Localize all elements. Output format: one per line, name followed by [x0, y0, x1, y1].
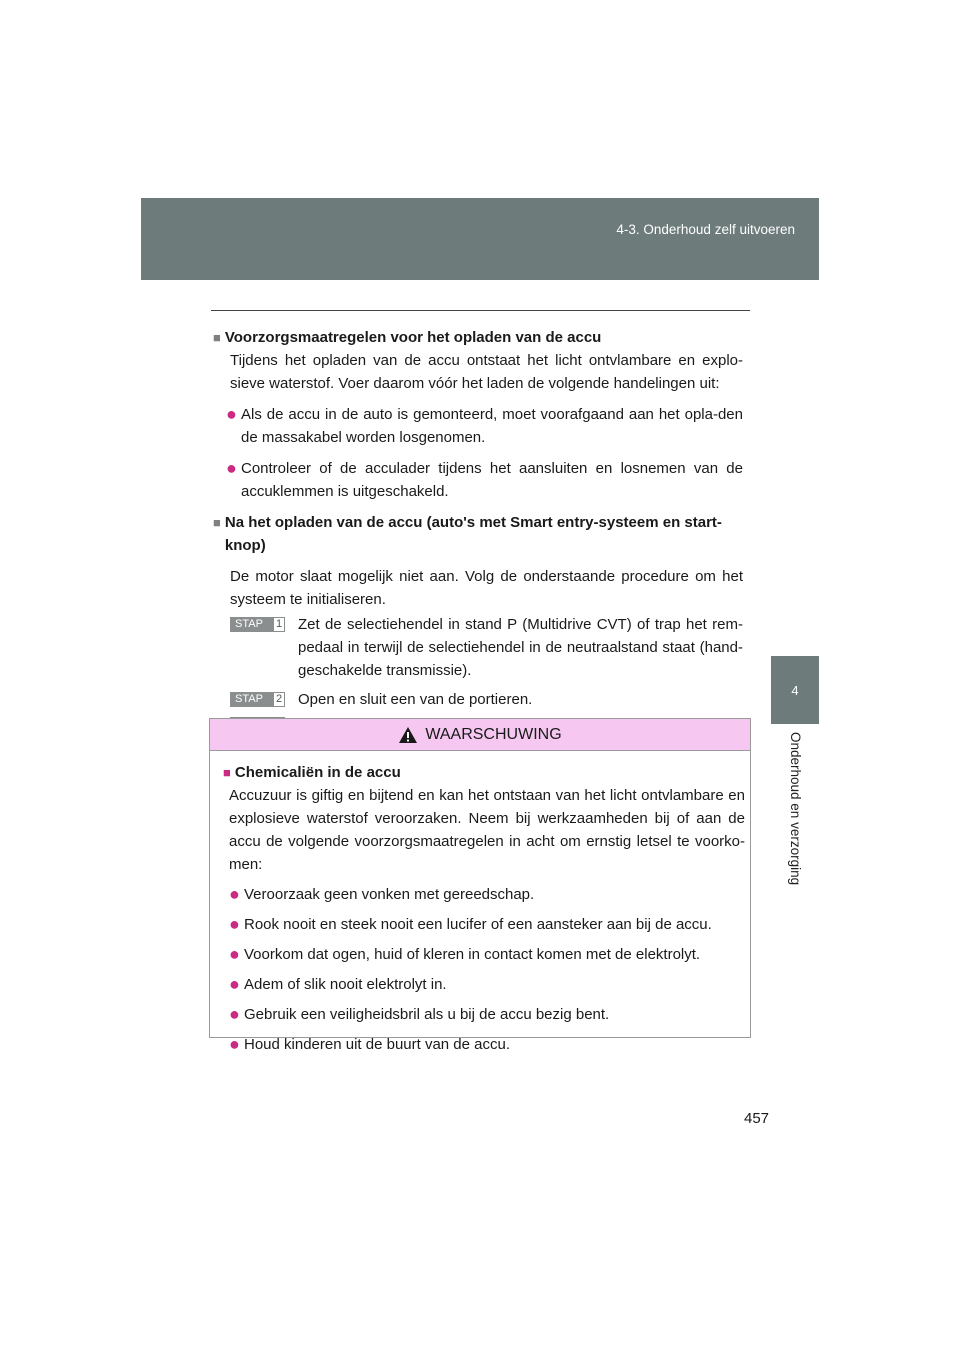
circle-bullet-icon: ●: [229, 974, 240, 994]
warning-box: [209, 718, 751, 1054]
circle-bullet-icon: ●: [229, 944, 240, 964]
circle-bullet-icon: ●: [229, 914, 240, 934]
list-item-text: Voorkom dat ogen, huid of kleren in contact komen met de elektrolyt.: [244, 946, 701, 963]
list-item: [229, 943, 745, 966]
step-text: Open en sluit een van de portieren.: [298, 691, 533, 708]
list-item-text: Houd kinderen uit de buurt van de accu.: [244, 1036, 511, 1053]
list-item-text: Rook nooit en steek nooit een lucifer of een aansteker aan bij de accu.: [244, 916, 712, 933]
header-band: [141, 198, 819, 280]
step-badge-number: 1: [273, 617, 285, 632]
list-item: [213, 403, 743, 449]
main-content: [213, 326, 743, 736]
warning-triangle-icon: [398, 726, 418, 744]
section2-intro: De motor slaat mogelijk niet aan. Volg de onderstaande procedure om het systeem te initialiseren.: [230, 568, 743, 608]
page-number: 457: [744, 1110, 770, 1127]
section1-title-text: Voorzorgsmaatregelen voor het opladen van de accu: [224, 329, 602, 346]
section1-intro: Tijdens het opladen van de accu ontstaat het licht ontvlambare en explo-sieve waterstof. Voer daarom vóór het laden de volgende handelingen uit:: [230, 352, 743, 392]
step-item: [230, 613, 743, 682]
step-badge-number: 2: [273, 692, 285, 707]
warning-intro: Accuzuur is giftig en bijtend en kan het ontstaan van het licht ontvlambare en explosieve waterstof veroorzaken. Neem bij werkzaamheden bij of aan de accu de volgende voorzorgsmaatregelen in acht om ernstig letsel te voorko-men:: [229, 787, 745, 873]
square-bullet-icon: ■: [223, 765, 231, 780]
step-badge-label: STAP: [230, 692, 273, 707]
list-item: [229, 913, 745, 936]
chapter-number: 4: [791, 682, 799, 698]
square-bullet-icon: ■: [213, 330, 221, 345]
warning-header: [210, 719, 750, 751]
circle-bullet-icon: ●: [229, 1034, 240, 1054]
list-item: [229, 1033, 745, 1056]
step-item: [230, 688, 743, 711]
section2-title: [213, 511, 743, 557]
warning-list: [223, 883, 745, 1056]
section2-title-text: Na het opladen van de accu (auto's met Smart entry-systeem en start-knop): [224, 514, 722, 554]
square-bullet-icon: ■: [213, 515, 221, 530]
top-divider: [211, 310, 750, 311]
warning-title: [223, 761, 745, 784]
step-badge: [230, 692, 285, 707]
list-item-text: Veroorzaak geen vonken met gereedschap.: [244, 886, 535, 903]
chapter-tab: [771, 656, 819, 724]
section-heading: 4-3. Onderhoud zelf uitvoeren: [616, 222, 795, 237]
circle-bullet-icon: ●: [226, 458, 237, 478]
section1-title: [213, 326, 743, 349]
list-item: [229, 1003, 745, 1026]
step-text: Zet de selectiehendel in stand P (Multidrive CVT) of trap het rem-pedaal in terwijl de selectiehendel in de neutraalstand staat (hand-geschakelde transmissie).: [298, 616, 743, 679]
chapter-label: Onderhoud en verzorging: [788, 732, 803, 886]
list-item: [229, 973, 745, 996]
list-item: [229, 883, 745, 906]
list-item-text: Controleer of de acculader tijdens het aansluiten en losnemen van de accuklemmen is uitgeschakeld.: [241, 460, 743, 500]
list-item-text: Gebruik een veiligheidsbril als u bij de accu bezig bent.: [244, 1006, 610, 1023]
list-item-text: Als de accu in de auto is gemonteerd, moet voorafgaand aan het opla-den de massakabel worden losgenomen.: [241, 406, 743, 446]
list-item: [213, 457, 743, 503]
circle-bullet-icon: ●: [229, 884, 240, 904]
step-badge: [230, 617, 285, 632]
step-badge-label: STAP: [230, 617, 273, 632]
circle-bullet-icon: ●: [226, 404, 237, 424]
warning-title-text: Chemicaliën in de accu: [234, 764, 401, 781]
warning-heading: WAARSCHUWING: [425, 725, 562, 743]
warning-body: [210, 751, 750, 1056]
circle-bullet-icon: ●: [229, 1004, 240, 1024]
list-item-text: Adem of slik nooit elektrolyt in.: [244, 976, 447, 993]
